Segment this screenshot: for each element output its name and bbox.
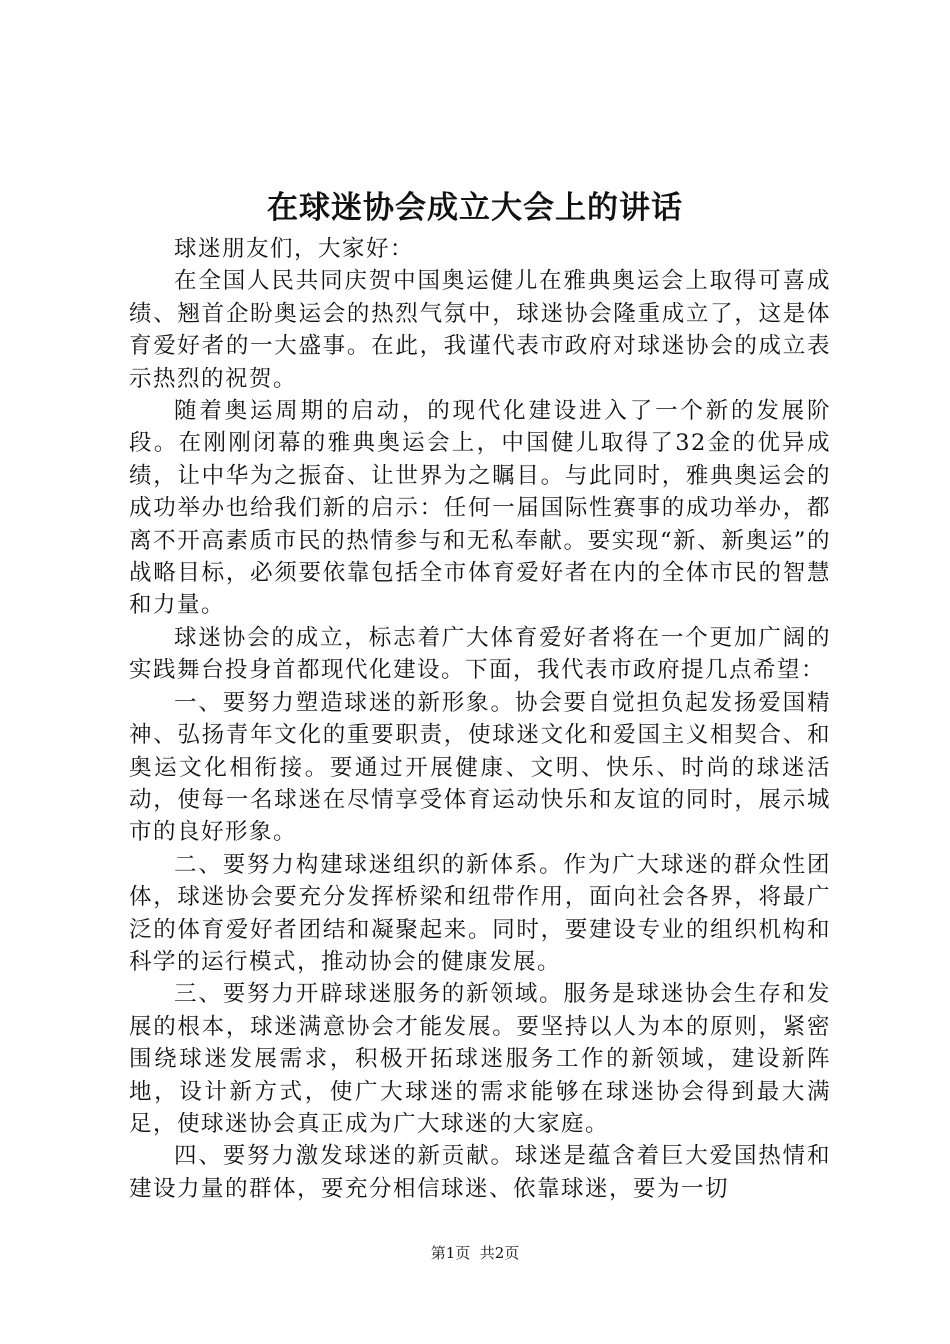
paragraph-hope-four: 四、要努力激发球迷的新贡献。球迷是蕴含着巨大爱国热情和建设力量的群体，要充分相信球迷、依靠球迷，要为一切 [129,1143,831,1202]
paragraph-hope-two: 二、要努力构建球迷组织的新体系。作为广大球迷的群众性团体，球迷协会要充分发挥桥梁和纽带作用，面向社会各界，将最广泛的体育爱好者团结和凝聚起来。同时，要建设专业的组织机构和科学的运行模式，推动协会的健康发展。 [129,851,831,975]
paragraph-congratulations: 在全国人民共同庆贺中国奥运健儿在雅典奥运会上取得可喜成绩、翘首企盼奥运会的热烈气氛中，球迷协会隆重成立了，这是体育爱好者的一大盛事。在此，我谨代表市政府对球迷协会的成立表示热烈的祝贺。 [129,268,831,392]
paragraph-olympic-cycle: 随着奥运周期的启动，的现代化建设进入了一个新的发展阶段。在刚刚闭幕的雅典奥运会上，中国健儿取得了32金的优异成绩，让中华为之振奋、让世界为之瞩目。与此同时，雅典奥运会的成功举办也给我们新的启示：任何一届国际性赛事的成功举办，都离不开高素质市民的热情参与和无私奉献。要实现“新、新奥运”的战略目标，必须要依靠包括全市体育爱好者在内的全体市民的智慧和力量。 [129,398,831,619]
paragraph-greeting: 球迷朋友们，大家好： [174,236,415,262]
document-title: 在球迷协会成立大会上的讲话 [267,190,683,226]
document-body [129,233,831,1205]
page-number-label: 第1页 共2页 [430,1244,520,1262]
paragraph-hope-three: 三、要努力开辟球迷服务的新领域。服务是球迷协会生存和发展的根本，球迷满意协会才能发展。要坚持以人为本的原则，紧密围绕球迷发展需求，积极开拓球迷服务工作的新领域，建设新阵地，设计新方式，使广大球迷的需求能够在球迷协会得到最大满足，使球迷协会真正成为广大球迷的大家庭。 [129,981,831,1137]
paragraph-association-founding: 球迷协会的成立，标志着广大体育爱好者将在一个更加广阔的实践舞台投身首都现代化建设。下面，我代表市政府提几点希望： [129,624,831,684]
paragraph-hope-one: 一、要努力塑造球迷的新形象。协会要自觉担负起发扬爱国精神、弘扬青年文化的重要职责，使球迷文化和爱国主义相契合、和奥运文化相衔接。要通过开展健康、文明、快乐、时尚的球迷活动，使每一名球迷在尽情享受体育运动快乐和友谊的同时，展示城市的良好形象。 [129,689,831,846]
page-footer [0,1243,950,1263]
